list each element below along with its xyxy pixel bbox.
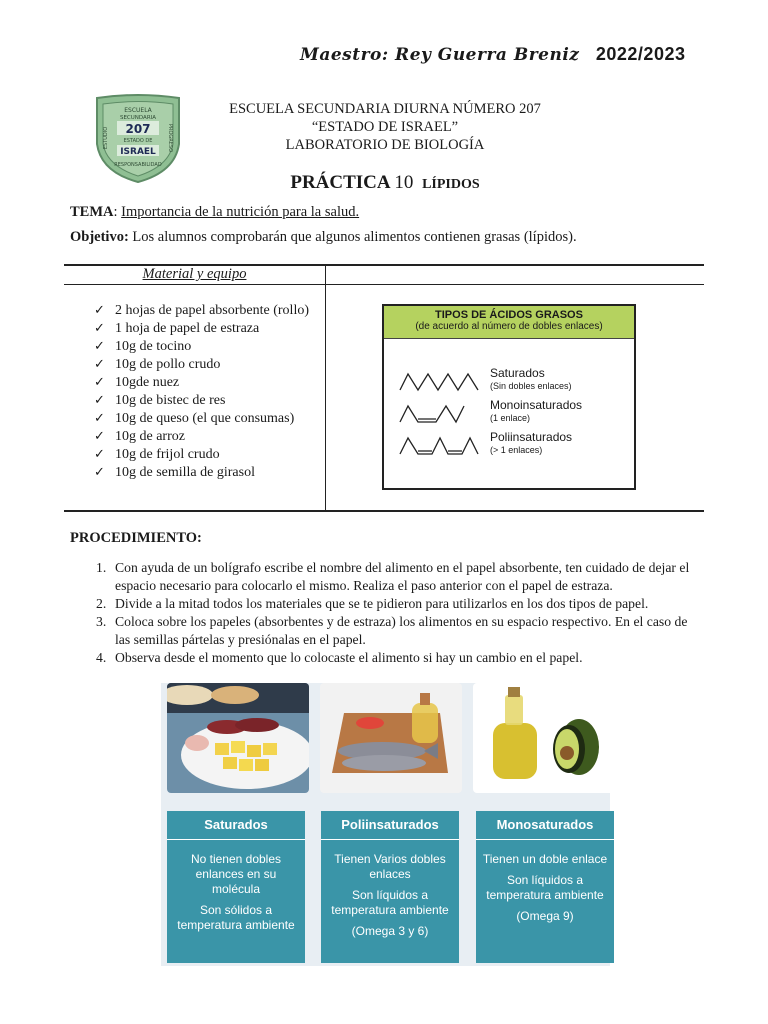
- table-bottom-rule: [64, 510, 704, 512]
- list-item: ✓ 10g de pollo crudo: [94, 357, 221, 372]
- procedure-title: PROCEDIMIENTO:: [70, 530, 202, 546]
- saturated-chain-icon: [398, 370, 484, 392]
- column-title: Monosaturados: [476, 811, 614, 840]
- olive-oil-avocado-photo: [473, 683, 615, 793]
- fatty-acid-title: TIPOS DE ÁCIDOS GRASOS: [435, 309, 583, 321]
- fatty-acid-subtitle: (de acuerdo al número de dobles enlaces): [415, 321, 603, 332]
- check-icon: ✓: [94, 447, 105, 462]
- svg-text:ESCUELA: ESCUELA: [124, 107, 152, 114]
- school-year: 2022/2023: [595, 44, 686, 64]
- svg-text:RESPONSABILIDAD: RESPONSABILIDAD: [114, 162, 162, 168]
- saturated-food-photo: [167, 683, 309, 793]
- fat-row-note: (1 enlace): [490, 413, 531, 423]
- svg-text:SECUNDARIA: SECUNDARIA: [119, 115, 157, 121]
- table-column-divider: [325, 264, 326, 512]
- column-body: No tienen dobles enlances en su molécula Son sólidos a temperatura ambiente: [177, 852, 295, 932]
- polyunsaturated-chain-icon: [398, 434, 484, 456]
- list-item: ✓ 10g de semilla de girasol: [94, 465, 255, 480]
- svg-text:ESTUDIO: ESTUDIO: [103, 126, 109, 150]
- column-title: Saturados: [167, 811, 305, 840]
- material-list: [94, 302, 319, 482]
- procedure-steps: [70, 559, 702, 667]
- check-icon: ✓: [94, 411, 105, 426]
- fat-row-label: Saturados: [490, 366, 545, 380]
- check-icon: ✓: [94, 429, 105, 444]
- svg-text:ISRAEL: ISRAEL: [120, 147, 156, 157]
- svg-text:ESTADO DE: ESTADO DE: [123, 138, 153, 144]
- column-body: Tienen un doble enlace Son líquidos a temperatura ambiente (Omega 9): [482, 852, 608, 923]
- objetivo-label: Objetivo:: [70, 229, 129, 245]
- lab-name: LABORATORIO DE BIOLOGÍA: [285, 137, 485, 153]
- check-icon: ✓: [94, 375, 105, 390]
- fat-row-note: (Sin dobles enlaces): [490, 381, 572, 391]
- list-item: ✓ 10g de arroz: [94, 429, 185, 444]
- check-icon: ✓: [94, 321, 105, 336]
- objetivo-line: [70, 229, 710, 246]
- fatty-acid-types-figure: [382, 304, 636, 490]
- list-item: 4. Observa desde el momento que lo colocaste el alimento si hay un cambio en el papel.: [96, 650, 583, 665]
- material-header: Material y equipo: [142, 266, 247, 282]
- table-header-rule: [64, 284, 704, 285]
- tema-value: Importancia de la nutrición para la salud.: [121, 204, 360, 220]
- fat-row-polyunsaturated: [384, 430, 634, 462]
- fat-row-label: Monoinsaturados: [490, 398, 583, 412]
- practice-prefix: PRÁCTICA: [290, 172, 390, 193]
- fish-oil-photo: [320, 683, 462, 793]
- list-item: ✓ 10g de tocino: [94, 339, 192, 354]
- svg-text:PROGRESO: PROGRESO: [167, 123, 173, 153]
- fat-row-note: (> 1 enlaces): [490, 445, 543, 455]
- practice-topic: LÍPIDOS: [422, 177, 480, 192]
- check-icon: ✓: [94, 357, 105, 372]
- svg-text:207: 207: [125, 122, 151, 136]
- monounsaturated-column: [476, 811, 614, 963]
- list-item: 3. Coloca sobre los papeles (absorbentes y de estraza) los alimentos en su espacio respectivo. En el caso de las semillas pártelas y presiónalas en el papel.: [96, 614, 688, 647]
- objetivo-value: Los alumnos comprobarán que algunos alimentos contienen grasas (lípidos).: [132, 229, 577, 245]
- practice-number: 10: [394, 172, 414, 193]
- saturated-column: [167, 811, 305, 963]
- column-title: Poliinsaturados: [321, 811, 459, 840]
- check-icon: ✓: [94, 465, 105, 480]
- fat-row-label: Poliinsaturados: [490, 430, 573, 444]
- monounsaturated-chain-icon: [398, 402, 484, 424]
- lipid-types-infographic: [161, 683, 610, 966]
- polyunsaturated-column: [321, 811, 459, 963]
- column-body: Tienen Varios dobles enlaces Son líquidos a temperatura ambiente (Omega 3 y 6): [331, 852, 449, 938]
- school-heading: [200, 100, 570, 154]
- fat-row-saturated: [384, 366, 634, 398]
- teacher-line: [300, 44, 710, 65]
- list-item: 1. Con ayuda de un bolígrafo escribe el nombre del alimento en el papel absorbente, ten cuidado de dejar el espacio necesario para colocarlo el mismo. Realiza el paso anterior con el papel de estraza.: [96, 560, 690, 593]
- tema-label: TEMA: [70, 204, 114, 220]
- practice-title: [200, 172, 570, 194]
- list-item: 2. Divide a la mitad todos los materiales que se te pidieron para utilizarlos en los dos tipos de papel.: [96, 596, 649, 611]
- school-name: ESCUELA SECUNDARIA DIURNA NÚMERO 207: [229, 101, 541, 117]
- teacher-name: Maestro: Rey Guerra Breniz: [300, 45, 580, 65]
- fat-row-monounsaturated: [384, 398, 634, 430]
- tema-line: TEMA: Importancia de la nutrición para la salud.: [70, 204, 360, 220]
- fatty-acid-header: [384, 306, 634, 339]
- check-icon: ✓: [94, 303, 105, 318]
- list-item: ✓ 10gde nuez: [94, 375, 180, 390]
- list-item: ✓ 10g de bistec de res: [94, 393, 226, 408]
- check-icon: ✓: [94, 339, 105, 354]
- check-icon: ✓: [94, 393, 105, 408]
- list-item: ✓ 10g de frijol crudo: [94, 447, 220, 462]
- list-item: ✓ 1 hoja de papel de estraza: [94, 321, 260, 336]
- school-motto: “ESTADO DE ISRAEL”: [311, 119, 459, 135]
- list-item: ✓ 10g de queso (el que consumas): [94, 411, 295, 426]
- list-item: ✓ 2 hojas de papel absorbente (rollo): [94, 303, 309, 318]
- school-badge-logo: [93, 94, 183, 184]
